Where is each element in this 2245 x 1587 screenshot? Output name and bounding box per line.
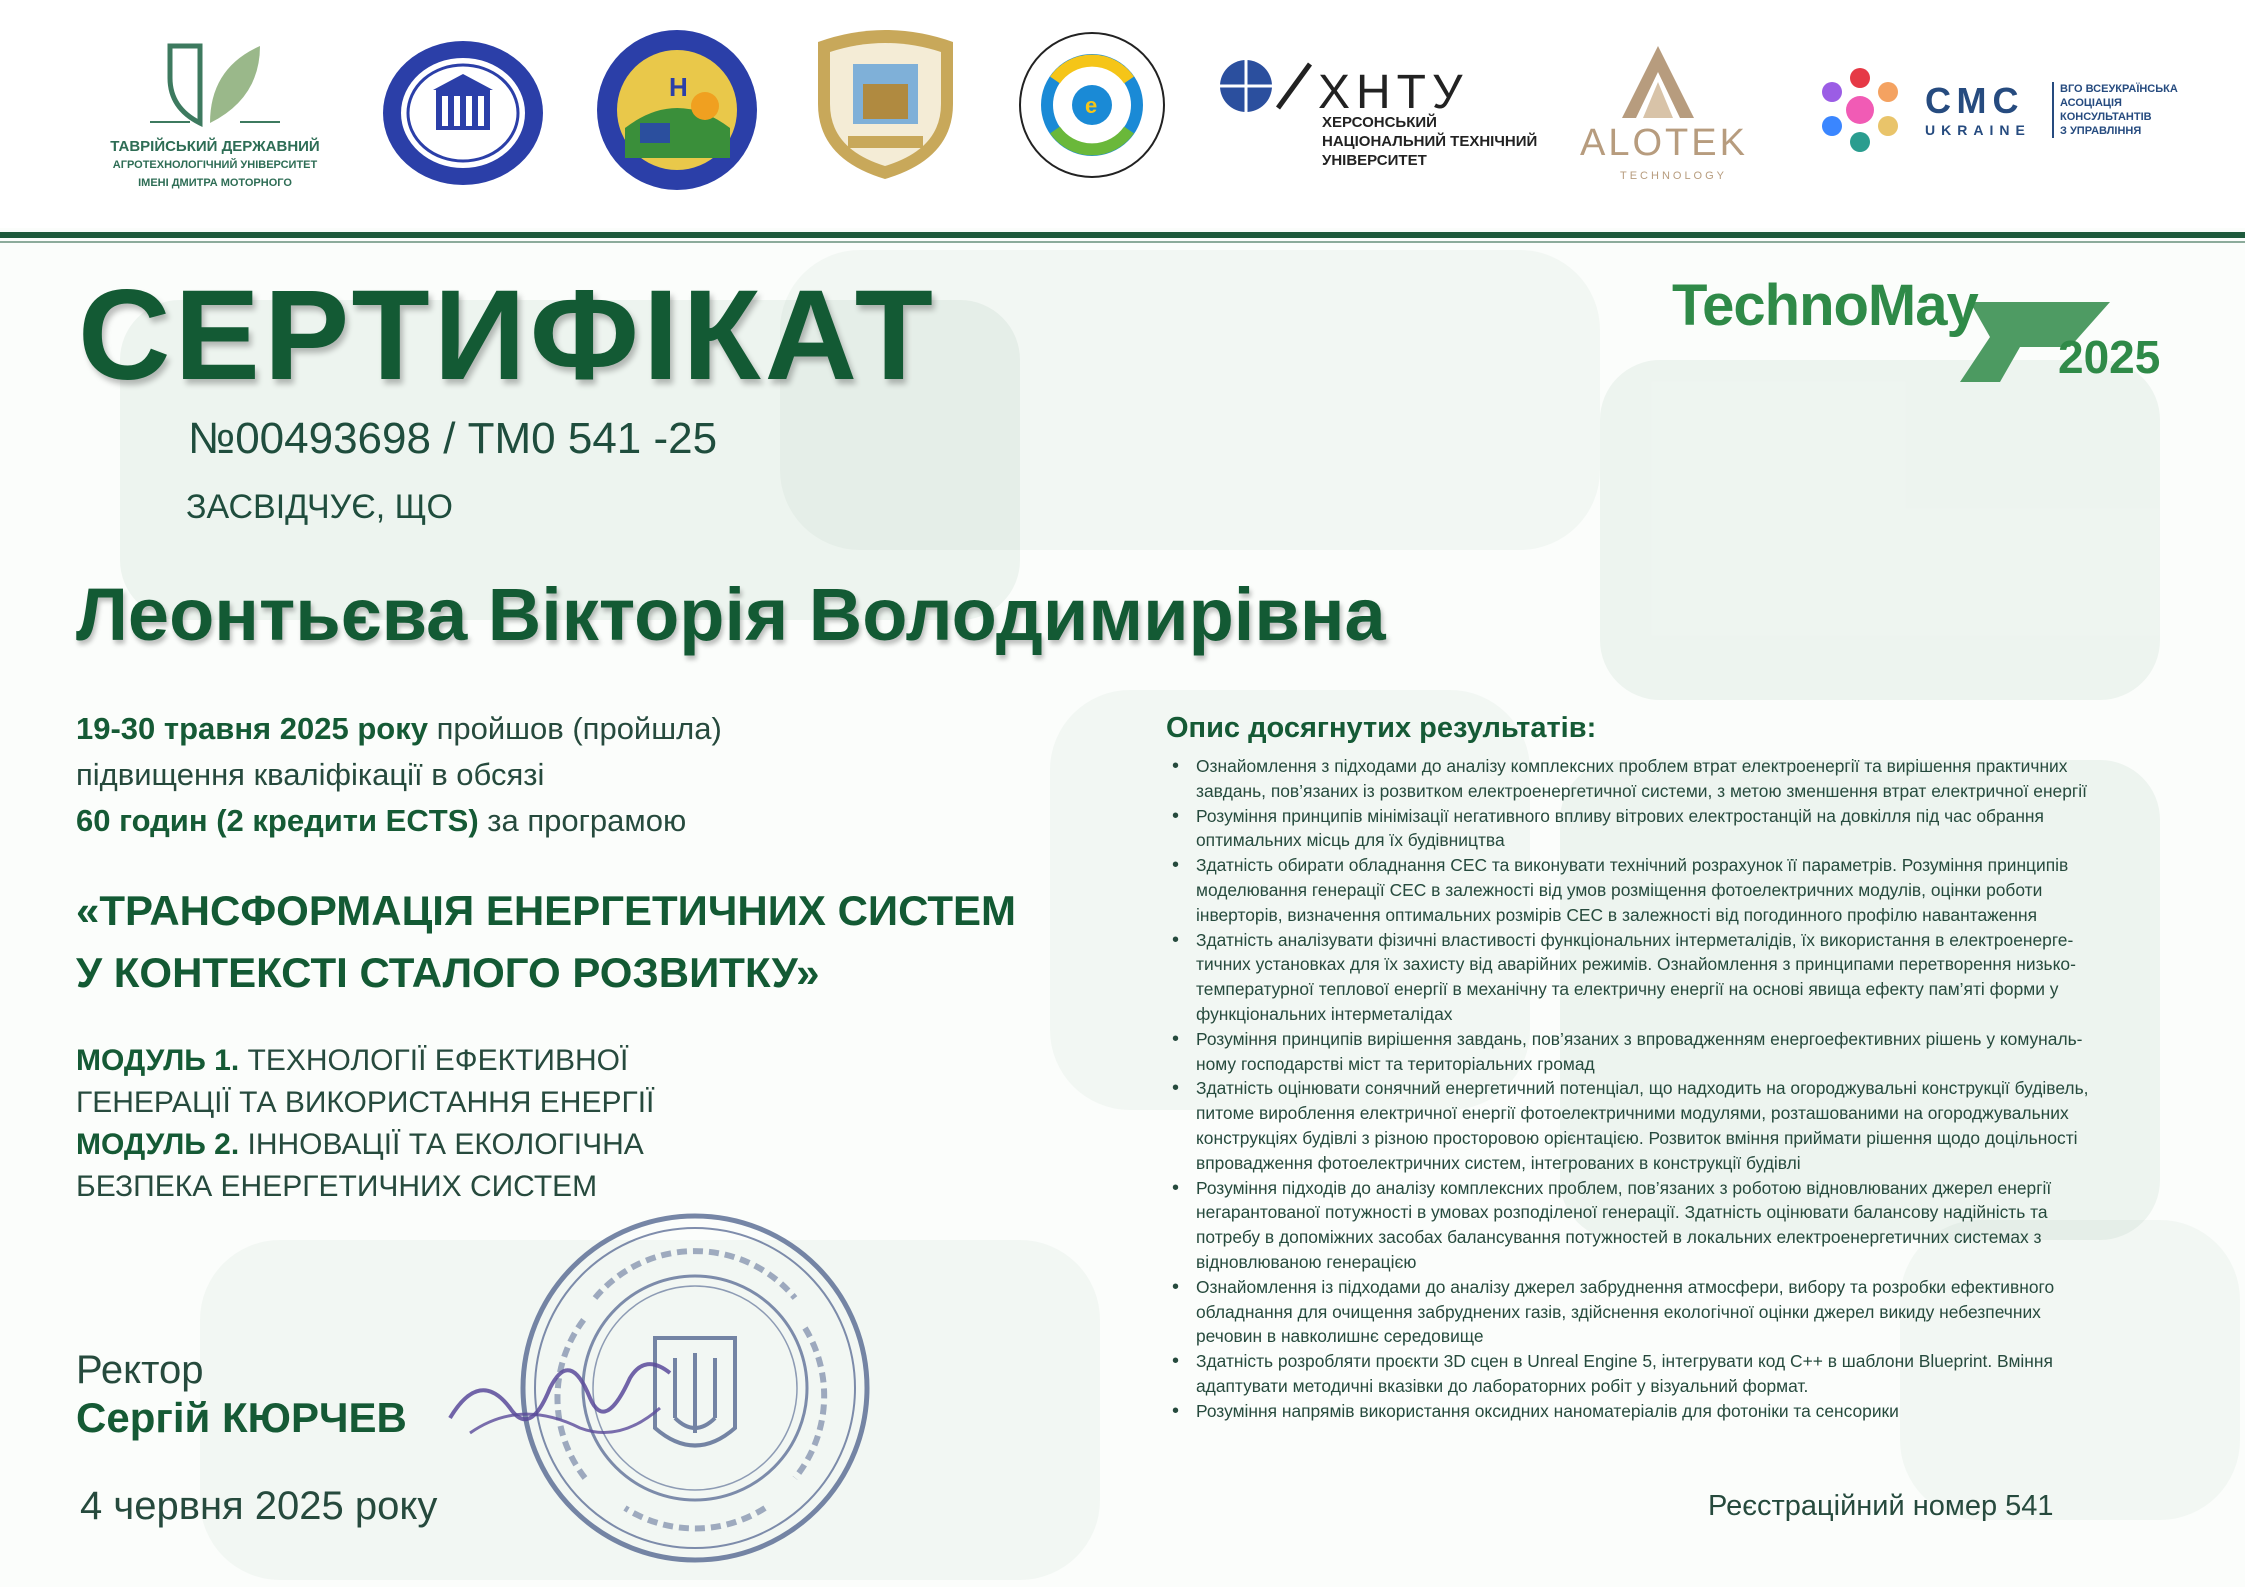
rector-title: Ректор: [76, 1348, 204, 1392]
certificate-title: СЕРТИФІКАТ: [78, 264, 937, 407]
cmc-subtitle-line: ВГО ВСЕУКРАЇНСЬКА: [2060, 83, 2178, 95]
result-item-line: моделювання генерації СЕС в залежності від умов розміщення фотоелектричних модулів, оцінки роботи: [1196, 879, 2043, 900]
bg-panel: [1600, 360, 2160, 700]
course-dates: 19-30 травня 2025 року: [76, 711, 428, 746]
by-program-text: за програмою: [478, 803, 687, 838]
alotek-name: ALOTEK: [1580, 122, 1748, 164]
result-item-line: ному господарстві міст та територіальних громад: [1196, 1053, 1595, 1074]
technomay-year: 2025: [2058, 331, 2161, 383]
result-item-line: питоме вироблення електричної енергії фотоелектричними модулями, розташованими на огороджувальних: [1196, 1103, 2069, 1124]
result-item-line: • Розуміння підходів до аналізу комплексних проблем, пов’язаних з роботою відновлюваних джерел енергії: [1196, 1177, 2052, 1198]
result-item: [1166, 804, 2176, 854]
result-item-line: тичних установках для їх захисту від аварійних режимів. Ознайомлення з принципами перетворення низько-: [1196, 954, 2076, 975]
cmc-subtitle: [2052, 82, 2210, 138]
module-2: [76, 1124, 976, 1166]
result-item-line: речовин в навколишнє середовище: [1196, 1326, 1484, 1347]
result-item-line: • Здатність обирати обладнання СЕС та виконувати технічний розрахунок її параметрів. Розуміння принципів: [1196, 855, 2069, 876]
result-item: [1166, 754, 2176, 804]
result-item: [1166, 1176, 2176, 1275]
khntu-name-line: УНІВЕРСИТЕТ: [1322, 152, 1427, 169]
result-item: [1166, 928, 2176, 1027]
academy-shield-icon: [808, 24, 963, 184]
renewable-energy-institute-icon: [595, 28, 760, 193]
result-item-line: адаптувати методичні вказівки до лабораторних робіт у візуальний формат.: [1196, 1375, 1809, 1396]
course-dates-line: [76, 706, 1116, 752]
alotek-sub: TECHNOLOGY: [1620, 170, 1728, 182]
result-item-line: функціональних інтерметалідах: [1196, 1003, 1453, 1024]
module-2-text: БЕЗПЕКА ЕНЕРГЕТИЧНИХ СИСТЕМ: [76, 1170, 598, 1203]
result-item-line: • Розуміння принципів вирішення завдань, пов’язаних з впровадженням енергоефективних рішень у комуналь-: [1196, 1028, 2083, 1049]
tdatu-logo-icon: [150, 38, 280, 128]
alotek-logo-icon: [1618, 42, 1698, 122]
result-item: [1166, 1399, 2176, 1424]
khntu-name: [1322, 113, 1552, 170]
result-item-line: впровадження фотоелектричних систем, інтегрованих в конструкції будівлі: [1196, 1152, 1801, 1173]
result-item-line: • Здатність розробляти проєкти 3D сцен в Unreal Engine 5, інтегрувати код C++ в шаблони Blueprint. Вміння: [1196, 1351, 2053, 1372]
qualification-text: підвищення кваліфікації в обсязі: [76, 757, 545, 792]
rector-name: Сергій КЮРЧЕВ: [76, 1394, 407, 1441]
program-title-line: «ТРАНСФОРМАЦІЯ ЕНЕРГЕТИЧНИХ СИСТЕМ: [76, 887, 1017, 934]
result-item-line: відновлюваною генерацією: [1196, 1251, 1417, 1272]
svg-text:e: e: [1085, 93, 1098, 118]
module-2-label: МОДУЛЬ 2.: [76, 1128, 240, 1161]
result-item-line: обладнання для очищення забруднених газів, здійснення екологічної оцінки джерел викиду небезпечних: [1196, 1301, 2041, 1322]
result-item-line: • Розуміння напрямів використання оксидних наноматеріалів для фотоніки та сенсорики: [1196, 1400, 1899, 1421]
svg-text:H: H: [669, 72, 688, 102]
khntu-globe-icon: [1218, 58, 1318, 118]
rector-signature-icon: [440, 1338, 680, 1458]
certifies-text: ЗАСВІДЧУЄ, ЩО: [186, 488, 453, 526]
khntu-abbr: ХНТУ: [1318, 66, 1469, 119]
result-item-line: температурної теплової енергії в механічну та електричну енергії на основі явища ефекту пам’яті форми у: [1196, 979, 2059, 1000]
result-item: [1166, 1027, 2176, 1077]
course-hours: 60 годин (2 кредити ECTS): [76, 803, 479, 838]
result-item-line: негарантованої потужності в умовах розподіленої генерації. Здатність оцінювати балансову надійність та: [1196, 1202, 2048, 1223]
result-item-line: оптимальних місць для їх будівництва: [1196, 830, 1505, 851]
general-energy-institute-icon: [1015, 30, 1170, 180]
cmc-ukraine: UKRAINE: [1925, 122, 2031, 138]
tdatu-name-line: ТАВРІЙСЬКИЙ ДЕРЖАВНИЙ: [110, 138, 320, 155]
course-details: [76, 706, 1116, 844]
cmc-subtitle-line: З УПРАВЛІННЯ: [2060, 125, 2142, 137]
technomay-name: TechnoMay: [1672, 273, 1978, 338]
khntu-name-line: НАЦІОНАЛЬНИЙ ТЕХНІЧНИЙ: [1322, 133, 1538, 150]
result-item: [1166, 1275, 2176, 1349]
tdatu-name-line: ІМЕНІ ДМИТРА МОТОРНОГО: [138, 177, 292, 189]
results-title: Опис досягнутих результатів:: [1166, 712, 1597, 744]
khntu-name-line: ХЕРСОНСЬКИЙ: [1322, 114, 1437, 131]
logo-header: [0, 0, 2245, 228]
cmc-name: СМС: [1925, 80, 2025, 121]
module-1-text: ТЕХНОЛОГІЇ ЕФЕКТИВНОЇ: [239, 1044, 629, 1077]
result-item-line: • Здатність аналізувати фізичні властивості функціональних інтерметалідів, їх використання в електроенерге-: [1196, 929, 2074, 950]
result-item-line: інверторів, визначення оптимальних розмірів СЕС в залежності від погодинного профілю навантаження: [1196, 904, 2038, 925]
course-hours-line: [76, 798, 1116, 844]
header-divider-thin: [0, 241, 2245, 243]
result-item-line: • Здатність оцінювати сонячний енергетичний потенціал, що надходить на огороджувальні конструкції будівель,: [1196, 1078, 2089, 1099]
result-item: [1166, 1349, 2176, 1399]
header-divider: [0, 232, 2245, 238]
results-list: [1166, 754, 2176, 1424]
program-title-line: У КОНТЕКСТІ СТАЛОГО РОЗВИТКУ»: [76, 949, 820, 996]
recipient-name: Леонтьєва Вікторія Володимирівна: [76, 573, 1386, 656]
issue-date: 4 червня 2025 року: [80, 1484, 438, 1528]
registration-number: Реєстраційний номер 541: [1708, 1490, 2054, 1522]
program-title: [76, 880, 1126, 1004]
result-item-line: завдань, пов’язаних із розвитком електроенергетичної системи, з метою зменшення втрат електричної енергії: [1196, 780, 2087, 801]
module-1-label: МОДУЛЬ 1.: [76, 1044, 240, 1077]
modules-list: [76, 1040, 976, 1208]
cmc-subtitle-line: КОНСУЛЬТАНТІВ: [2060, 111, 2152, 123]
cmc-flower-icon: [1810, 60, 1910, 160]
result-item-line: • Розуміння принципів мінімізації негативного впливу вітрових електростанцій на довкілля під час обрання: [1196, 805, 2044, 826]
completed-text: пройшов (пройшла): [427, 711, 722, 746]
result-item-line: конструкціях будівлі з різною просторовою орієнтацією. Розвиток вміння приймати рішення щодо доцільності: [1196, 1127, 2078, 1148]
cmc-subtitle-line: АСОЦІАЦІЯ: [2060, 97, 2122, 109]
module-2-text: ІННОВАЦІЇ ТА ЕКОЛОГІЧНА: [239, 1128, 644, 1161]
module-1-text: ГЕНЕРАЦІЇ ТА ВИКОРИСТАННЯ ЕНЕРГІЇ: [76, 1086, 655, 1119]
result-item-line: • Ознайомлення з підходами до аналізу комплексних проблем втрат електроенергії та вирішення практичних: [1196, 756, 2068, 776]
result-item-line: • Ознайомлення із підходами до аналізу джерел забруднення атмосфери, вибору та розробки ефективного: [1196, 1276, 2055, 1297]
university-seal-icon: [378, 38, 548, 188]
result-item-line: потребу в допоміжних засобах балансування потужностей в локальних електроенергетичних системах з: [1196, 1227, 2042, 1248]
module-1: [76, 1040, 976, 1082]
result-item: [1166, 1076, 2176, 1175]
tdatu-name: [95, 138, 335, 192]
result-item: [1166, 853, 2176, 927]
tdatu-name-line: АГРОТЕХНОЛОГІЧНИЙ УНІВЕРСИТЕТ: [112, 159, 318, 171]
certificate-number: №00493698 / ТМ0 541 -25: [188, 414, 718, 463]
